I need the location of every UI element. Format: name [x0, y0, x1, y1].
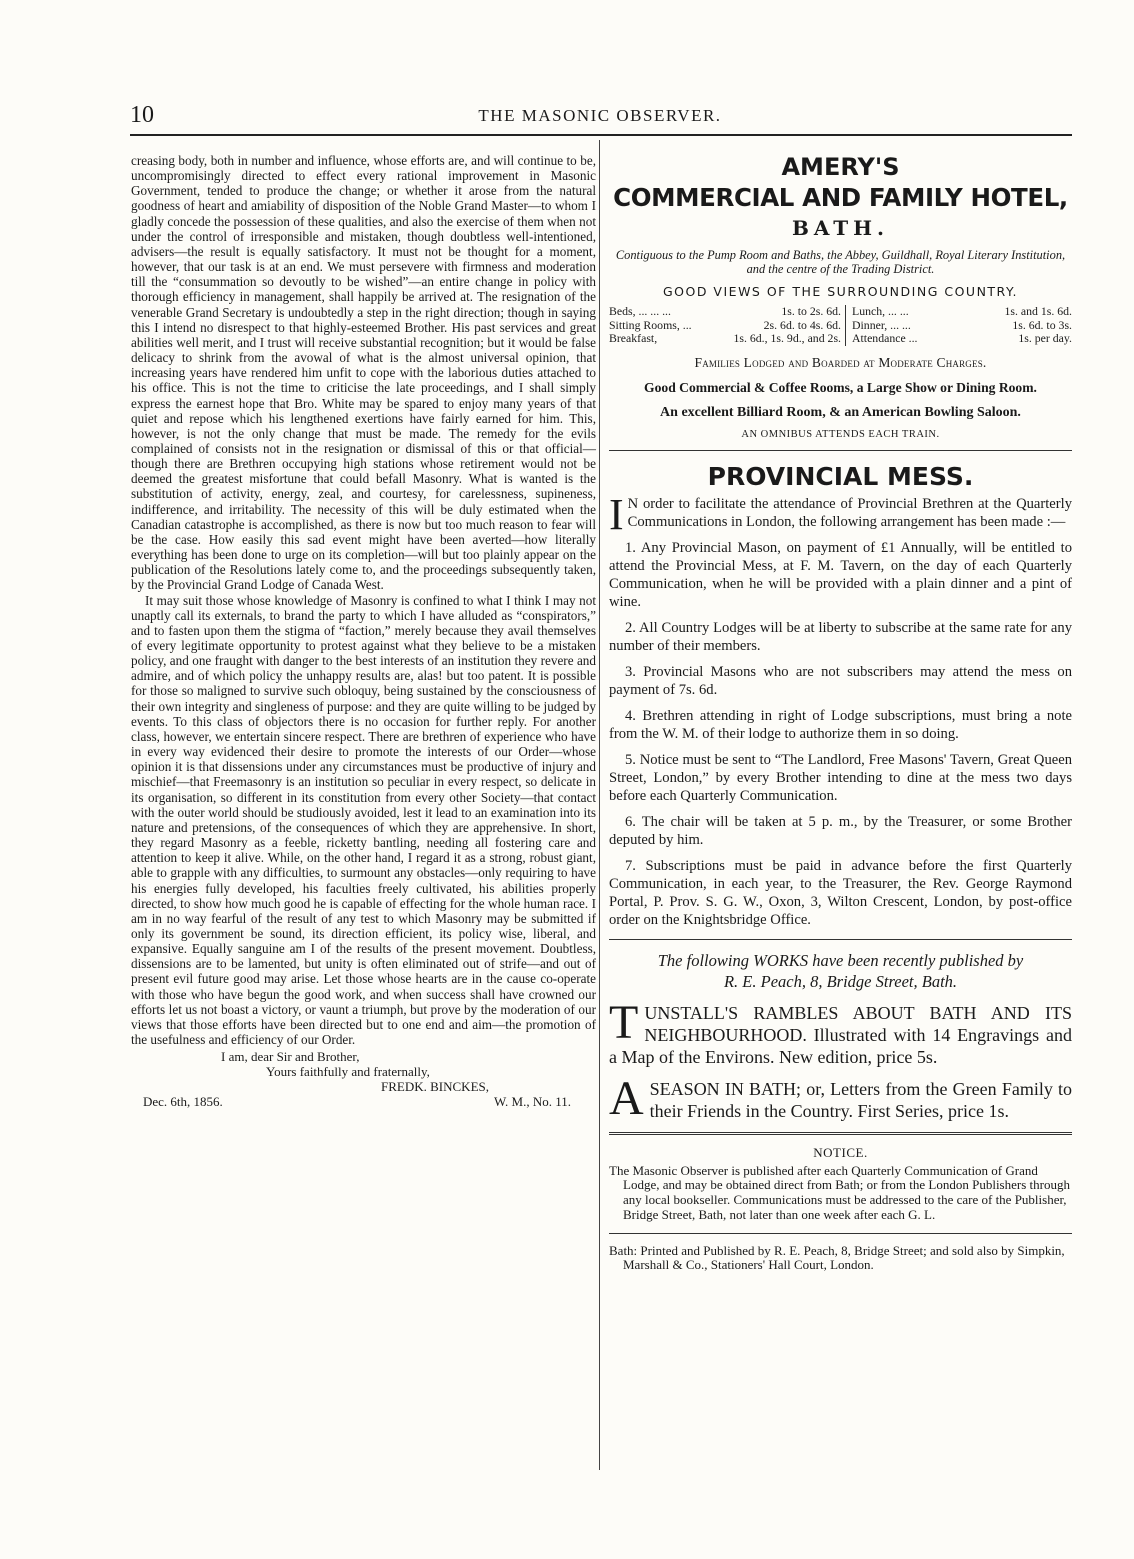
- book-listing-1: TUNSTALL'S RAMBLES ABOUT BATH AND ITS NEIGHBOURHOOD. Illustrated with 14 Engravings and a Map of the Environs. New edition, price 5s.: [609, 995, 1072, 1067]
- letter-date: Dec. 6th, 1856.: [143, 1094, 223, 1110]
- mess-item-2: 2. All Country Lodges will be at liberty to subscribe at the same rate for any number of their members.: [609, 619, 1072, 654]
- section-divider: [609, 450, 1072, 451]
- hotel-name: AMERY'S: [781, 153, 900, 181]
- page-header: [130, 102, 1070, 132]
- provincial-mess: [609, 461, 1072, 929]
- hotel-city: BATH.: [791, 216, 890, 240]
- header-rule: [130, 134, 1072, 136]
- works-advert: [609, 950, 1072, 1125]
- hotel-subtitle: COMMERCIAL AND FAMILY HOTEL,: [613, 183, 1068, 212]
- letter-signoff: [131, 1049, 596, 1109]
- section-divider: [609, 1233, 1072, 1234]
- dropcap: T: [609, 995, 639, 1049]
- tariff-row: Dinner, ... ... 1s. 6d. to 3s.: [852, 317, 1072, 332]
- running-title: THE MASONIC OBSERVER.: [478, 106, 722, 125]
- mess-item-6: 6. The chair will be taken at 5 p. m., by the Treasurer, or some Brother deputed by him.: [609, 813, 1072, 848]
- mess-item-7: 7. Subscriptions must be paid in advance before the first Quarterly Communication, in each year, to the Treasurer, the Rev. George Raymond Portal, P. Prov. S. G. W., Oxon, 3, Wilton Crescent, London, by post-office order on the Knightsbridge Office.: [609, 857, 1072, 928]
- hotel-views: GOOD VIEWS OF THE SURROUNDING COUNTRY.: [662, 284, 1019, 299]
- section-divider: [609, 1132, 1072, 1135]
- signature: FREDK. BINCKES,: [381, 1079, 489, 1095]
- mess-item-3: 3. Provincial Masons who are not subscribers may attend the mess on payment of 7s. 6d.: [609, 663, 1072, 698]
- hotel-omnibus-line: AN OMNIBUS ATTENDS EACH TRAIN.: [741, 428, 940, 440]
- letter-paragraph-1: creasing body, both in number and influence, whose efforts are, and will continue to be, uncompromisingly directed to effect every rational improvement in Masonic Government, tended to produce the change; or whether it arose from the natural goodness of heart and amiability of disposition of the Noble Grand Master—to whom I gladly concede the possession of these qualities, and also the exercise of them when not under the control of irresponsible and mistaken, though doubtless well-intentioned, advisers—the result is equally satisfactory. It must not be thought for a moment, however, that our task is at an end. We must persevere with firmness and moderation till the “consummation so devoutly to be wished”—an entire change in policy with thorough efficiency in management, shall happily be arrived at. The resignation of the venerable Grand Secretary is undoubtedly a step in the right direction; though in saying this I intend no disrespect to that highly-esteemed Brother. His past services and great abilities well merit, and I trust will receive substantial recognition; but it would be false delicacy to shrink from the avowal of what is the almost universal opinion, that increasing years have rendered him unfit to cope with the laborious duties attached to his office. This is not the time to criticise the late proceedings, and I shall simply express the earnest hope that Bro. White may be spared to enjoy many years of that quiet and repose which his lengthened exertions have fairly earned for him. This, however, is not the only change that must be made. The remedy for the evils complained of consists not in the resignation or dismissal of this or that official—though there are Brethren occupying high stations whose retirement would not be deemed the greatest misfortune that could befall Masonry. What is wanted is the substitution of activity, energy, zeal, and courtesy, for carelessness, supineness, indifference, and irritability. The necessity of this will be duly estimated when the Canadian catastrophe is accomplished, as there is now but too much reason to fear will be the case. How easily this sad event might have been averted—how literally everything has been done to urge on its completion—will but too plainly appear on the publication of the Resolutions lately come to, and the proceedings subsequently taken, by the Provincial Grand Lodge of Canada West.: [131, 153, 596, 593]
- letter-column: [131, 153, 596, 1109]
- letter-paragraph-2: It may suit those whose knowledge of Masonry is confined to what I think I may not unaptly call its externals, to brand the party to which I have alluded as “conspirators,” and to fasten upon them the stigma of “faction,” merely because they avail themselves of every legitimate opportunity to protest against what they believe to be a mistaken policy, and one fraught with danger to the best interests of an institution they revere and admire, and of which policy the unhappy results are, alas! but too patent. It is possible for those so maligned to survive such obloquy, being sustained by the consciousness of their own integrity and singleness of purpose: and they are quite willing to be judged by events. To this class of objectors there is no occasion for further reply. For another class, however, we entertain sincere respect. There are brethren of experience who have in every way evidenced their desire to promote the interests of our Order—whose opinion it is that dissensions under any circumstances must be productive of injury and mischief—that Freemasonry is an institution so peculiar in every respect, so delicate in its organisation, so different in its constitution from every other Society—that contact with the outer world should be studiously avoided, lest it lead to an examination into its nature and pretensions, of the consequences of which they are apprehensive. In short, they regard Masonry as a feeble, ricketty bantling, needing all fostering care and attention to keep it alive. While, on the other hand, I regard it as a strong, robust giant, able to grapple with any difficulties, to surmount any obstacles—only requiring to have his energies fully developed, his faculties freely cultivated, his abilities properly directed, to show how much good he is capable of effecting for the whole human race. I am in no way fearful of the result of any test to which Masonry may be submitted if only its government be sound, its direction efficient, its policy wise, liberal, and expansive. Equally sanguine am I of the results of the present movement. Doubtless, dissensions are to be lamented, but unity is often eliminated out of strife—and out of present evil future good may arise. Let those whose hearts are in the cause co-operate with those who have begun the good work, and when success shall have crowned our efforts let us not boast a victory, or vaunt a triumph, but prove by the moderation of our views that those efforts have been directed but to one end and aim—the promotion of the usefulness and efficiency of our Order.: [131, 592, 596, 1048]
- tariff-left: [609, 305, 846, 346]
- book-listing-2: ASEASON IN BATH; or, Letters from the Green Family to their Friends in the Country. First Series, price 1s.: [609, 1071, 1072, 1125]
- hotel-billiard-line: An excellent Billiard Room, & an American Bowling Saloon.: [660, 404, 1021, 420]
- works-intro: The following WORKS have been recently published by R. E. Peach, 8, Bridge Street, Bath.: [657, 950, 1024, 991]
- mess-item-5: 5. Notice must be sent to “The Landlord, Free Masons' Tavern, Great Queen Street, London,” by every Brother intending to dine at the mess two days before each Quarterly Communication.: [609, 751, 1072, 804]
- notice-body: The Masonic Observer is published after each Quarterly Communication of Grand Lodge, and may be obtained direct from Bath; or from the London Publishers through any local bookseller. Communications must be addressed to the care of the Publisher, Bridge Street, Bath, not later than one week after each G. L.: [609, 1162, 1070, 1222]
- imprint: Bath: Printed and Published by R. E. Peach, 8, Bridge Street; and sold also by Simpkin, Marshall & Co., Stationers' Hall Court, London.: [609, 1242, 1065, 1273]
- hotel-families-line: Families Lodged and Boarded at Moderate Charges.: [694, 354, 987, 370]
- dropcap: A: [609, 1071, 644, 1125]
- notice-title: NOTICE.: [813, 1144, 868, 1160]
- hotel-rooms-line: Good Commercial & Coffee Rooms, a Large Show or Dining Room.: [644, 379, 1037, 395]
- closing-line: I am, dear Sir and Brother,: [221, 1049, 360, 1065]
- dropcap: I: [609, 489, 624, 539]
- advert-column: [609, 152, 1072, 1273]
- tariff-row: Attendance ... 1s. per day.: [852, 331, 1072, 345]
- mess-intro: I N order to facilitate the attendance of Provincial Brethren at the Quarterly Communications in London, the following arrangement has been made :—: [609, 489, 1072, 539]
- section-divider: [609, 939, 1072, 940]
- tariff-row: Lunch, ... ... 1s. and 1s. 6d.: [852, 304, 1072, 318]
- hotel-location: Contiguous to the Pump Room and Baths, the Abbey, Guildhall, Royal Literary Institution, and the centre of the Trading District.: [615, 248, 1066, 276]
- column-divider: [599, 140, 600, 1470]
- hotel-advert: [609, 152, 1072, 440]
- notice: [609, 1145, 1072, 1223]
- mess-title: PROVINCIAL MESS.: [707, 461, 974, 491]
- mess-item-1: 1. Any Provincial Mason, on payment of £1 Annually, will be entitled to attend the Provincial Mess, at F. M. Tavern, on the day of each Quarterly Communication, when he will be provided with a plain dinner and a pint of wine.: [609, 539, 1072, 610]
- hotel-tariff: [609, 305, 1072, 346]
- tariff-row: Breakfast, 1s. 6d., 1s. 9d., and 2s.: [609, 331, 841, 345]
- lodge-designation: W. M., No. 11.: [493, 1094, 571, 1110]
- tariff-row: Beds, ... ... ... 1s. to 2s. 6d.: [609, 304, 841, 318]
- tariff-right: [846, 305, 1072, 346]
- tariff-row: Sitting Rooms, ... 2s. 6d. to 4s. 6d.: [609, 317, 841, 332]
- closing-line-2: Yours faithfully and fraternally,: [266, 1064, 430, 1080]
- mess-item-4: 4. Brethren attending in right of Lodge subscriptions, must bring a note from the W. M. of their lodge to authorize them in so doing.: [609, 707, 1072, 742]
- page-number: 10: [130, 102, 154, 128]
